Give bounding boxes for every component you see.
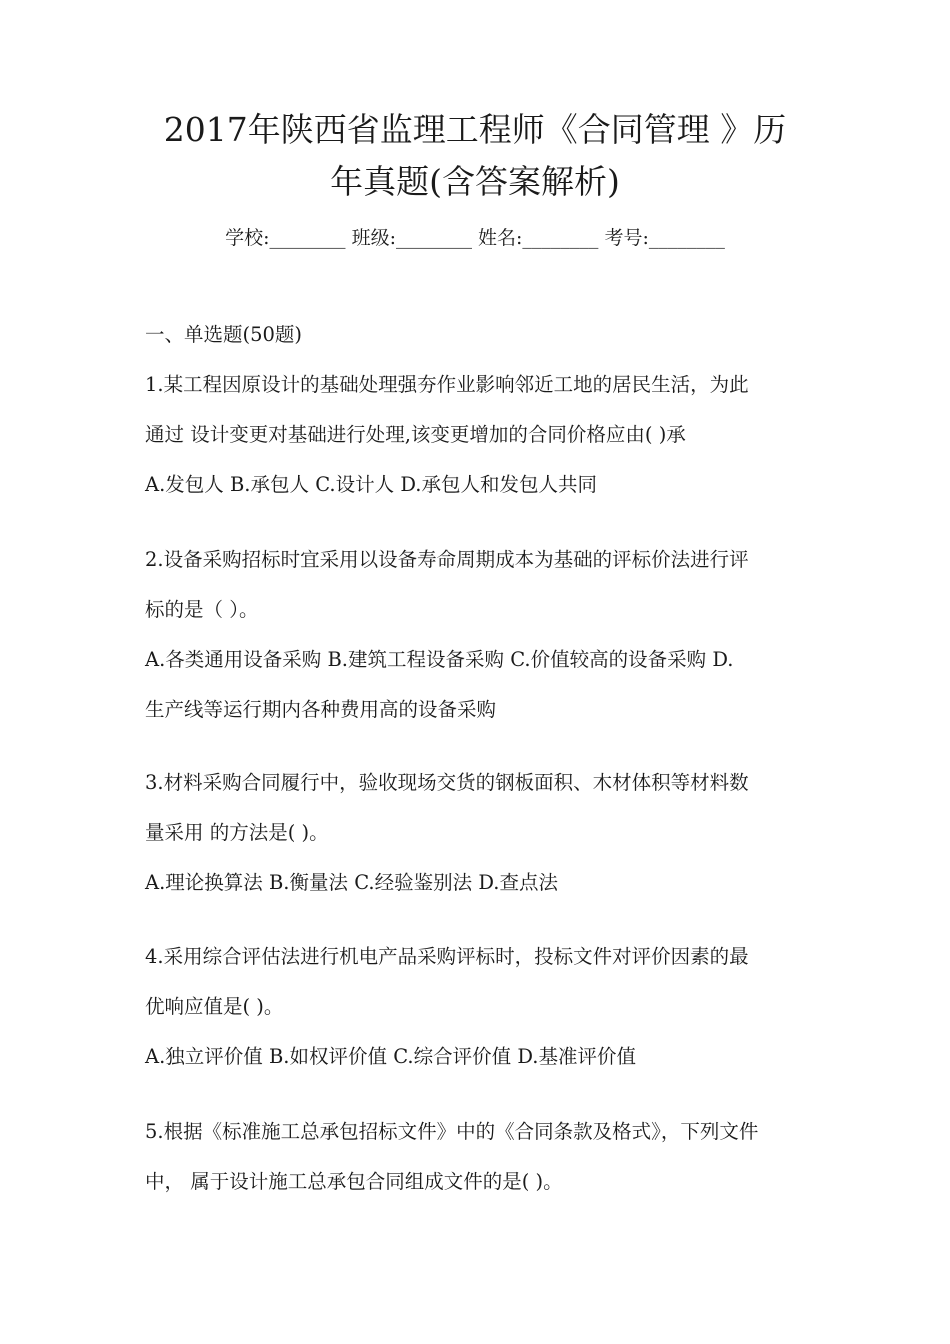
question-1-text-line-1: 1.某工程因原设计的基础处理强夯作业影响邻近工地的居民生活，为此 [145, 373, 749, 396]
question-4-options: A.独立评价值 B.如权评价值 C.综合评价值 D.基准评价值 [145, 1045, 636, 1068]
question-3-text-line-2: 量采用 的方法是( )。 [145, 821, 329, 844]
student-info-line: 学校:________ 班级:________ 姓名:________ 考号:________ [225, 227, 725, 249]
question-1-text-line-2: 通过 设计变更对基础进行处理,该变更增加的合同价格应由( )承 [145, 423, 686, 446]
question-5-text-line-2: 中， 属于设计施工总承包合同组成文件的是( )。 [145, 1170, 563, 1193]
question-5-text-line-1: 5.根据《标准施工总承包招标文件》中的《合同条款及格式》，下列文件 [145, 1120, 759, 1143]
document-title-line-1: 2017年陕西省监理工程师《合同管理 》历 [163, 110, 787, 149]
question-3-text-line-1: 3.材料采购合同履行中，验收现场交货的钢板面积、木材体积等材料数 [145, 771, 749, 794]
question-2-options-line-2: 生产线等运行期内各种费用高的设备采购 [145, 698, 497, 721]
question-3-options: A.理论换算法 B.衡量法 C.经验鉴别法 D.查点法 [145, 871, 558, 894]
question-2-options-line-1: A.各类通用设备采购 B.建筑工程设备采购 C.价值较高的设备采购 D. [145, 648, 734, 671]
question-4-text-line-2: 优响应值是( )。 [145, 995, 284, 1018]
question-2-text-line-1: 2.设备采购招标时宜采用以设备寿命周期成本为基础的评标价法进行评 [145, 548, 749, 571]
section-heading: 一、单选题(50题) [145, 323, 303, 346]
question-4-text-line-1: 4.采用综合评估法进行机电产品采购评标时，投标文件对评价因素的最 [145, 945, 749, 968]
document-title-line-2: 年真题(含答案解析) [330, 162, 620, 201]
question-1-options: A.发包人 B.承包人 C.设计人 D.承包人和发包人共同 [145, 473, 597, 496]
question-2-text-line-2: 标的是（ ）。 [145, 598, 259, 621]
